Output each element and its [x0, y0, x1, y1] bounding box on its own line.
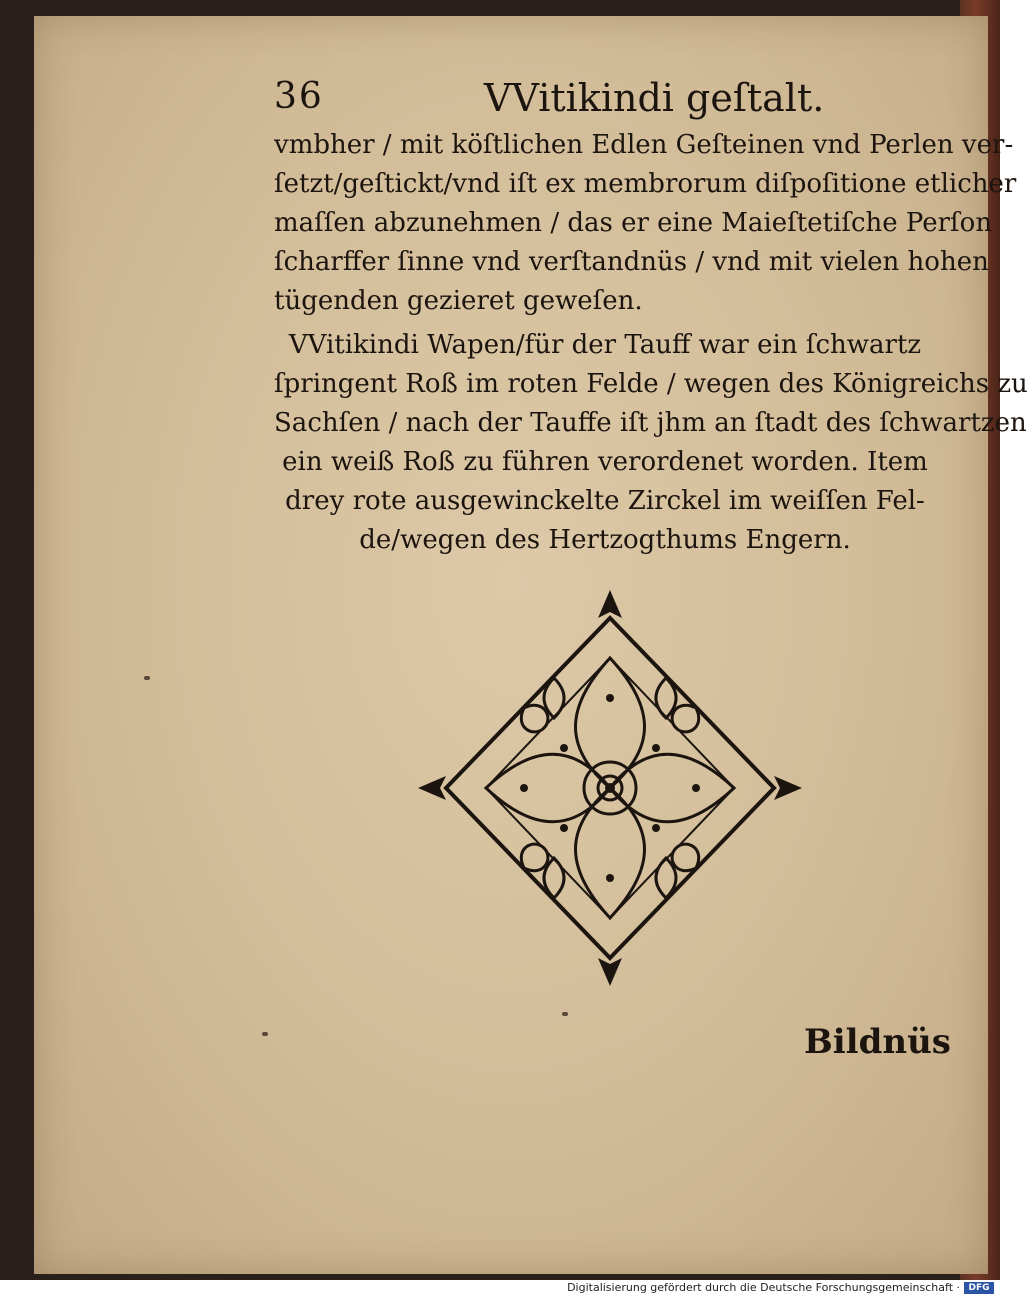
text-line: vmbher / mit köſtlichen Edlen Geſteinen vnd Perlen ver- [274, 130, 1014, 160]
text-line: VVitikindi Wapen/für der Tauff war ein ſchwartz [288, 330, 922, 360]
text-line: Sachſen / nach der Tauffe iſt jhm an ſtadt des ſchwartzen [274, 408, 1027, 438]
text-line: tügenden gezieret geweſen. [274, 286, 643, 316]
paper-speck [562, 1012, 568, 1016]
paragraph-description [274, 126, 1017, 321]
paper-speck [262, 1032, 268, 1036]
diamond-fleuron-ornament-icon [414, 588, 806, 988]
text-line: ſcharffer ſinne vnd verſtandnüs / vnd mit vielen hohen [274, 247, 989, 277]
paragraph-coat-of-arms [274, 326, 1028, 560]
book-page [34, 16, 1028, 1274]
text-line: ein weiß Roß zu führen verordenet worden. Item [282, 447, 928, 477]
catchword: Bildnüs [804, 1022, 951, 1062]
dfg-logo-icon: DFG [964, 1282, 994, 1294]
text-line: maſſen abzunehmen / das er eine Maieſtetiſche Perſon [274, 208, 993, 238]
page-number: 36 [274, 76, 324, 117]
footer-bar [0, 1280, 1000, 1296]
running-title: VVitikindi geſtalt. [484, 76, 825, 120]
text-line: de/wegen des Hertzogthums Engern. [359, 525, 851, 555]
funding-credit: Digitalisierung gefördert durch die Deutsche Forschungsgemeinschaft · [567, 1281, 960, 1294]
text-line: ſetzt/geſtickt/vnd iſt ex membrorum diſpoſitione etlicher [274, 169, 1017, 199]
text-line: ſpringent Roß im roten Felde / wegen des Königreichs zu [274, 369, 1028, 399]
text-line: drey rote ausgewinckelte Zirckel im weiſſen Fel- [285, 486, 925, 516]
paper-speck [144, 676, 150, 680]
